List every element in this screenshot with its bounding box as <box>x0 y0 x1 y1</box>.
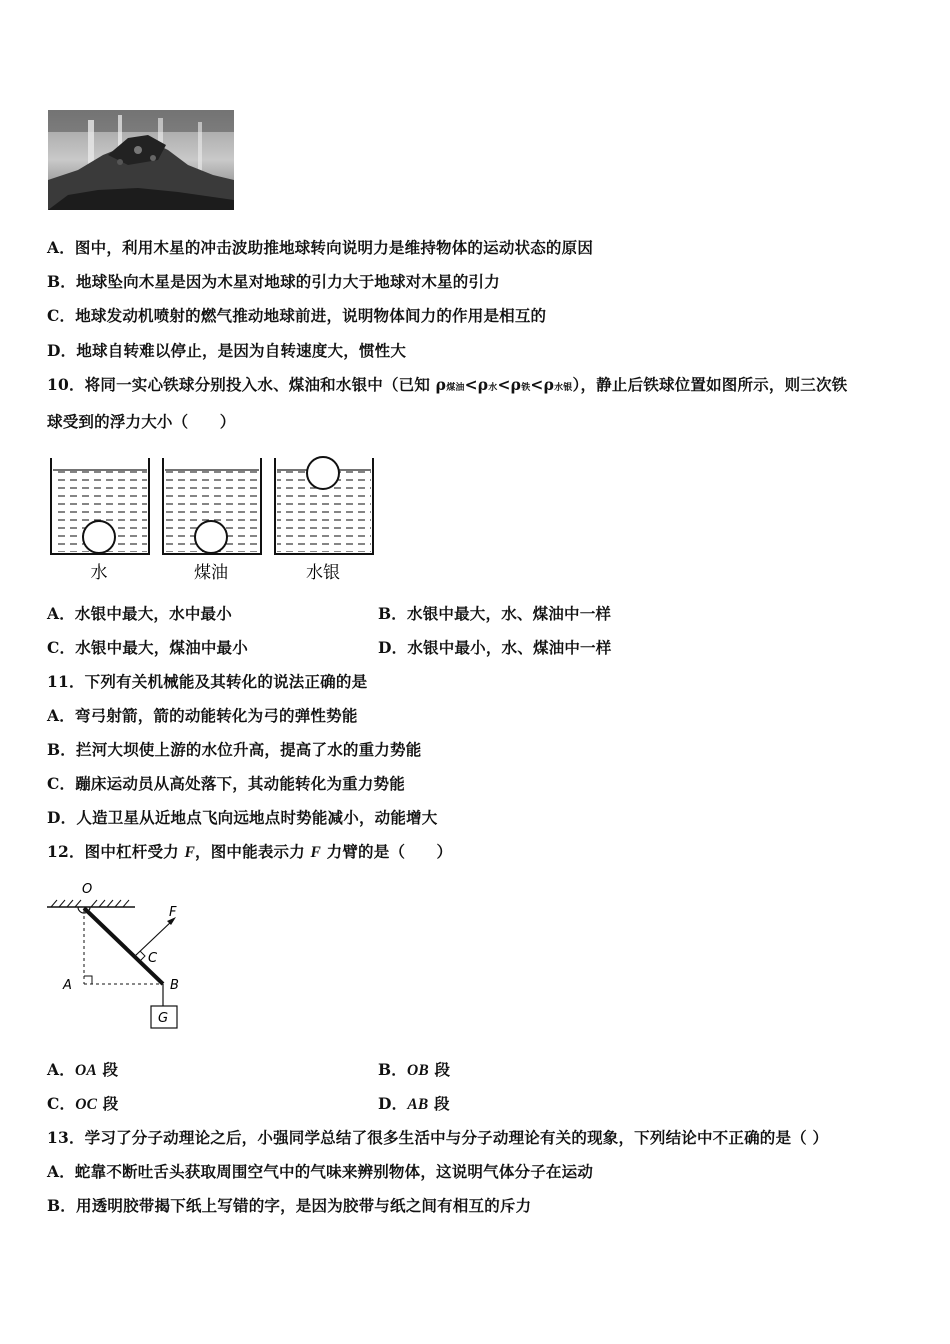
q10-sub-water: 水 <box>488 383 498 393</box>
lever-label-b: B <box>170 978 179 993</box>
q10-stem-line2: 球受到的浮力大小（ ） <box>47 412 236 431</box>
q10-sub-iron: 铁 <box>521 383 531 393</box>
q12-option-d <box>378 1092 450 1114</box>
q10-lt1: <ρ <box>464 375 489 394</box>
q11-stem: 11．下列有关机械能及其转化的说法正确的是 <box>47 672 368 691</box>
q12-option-a-seg: OA <box>74 1062 97 1079</box>
q11-option-c: C．蹦床运动员从高处落下，其动能转化为重力势能 <box>47 774 405 793</box>
q12-option-b-seg: OB <box>407 1062 429 1079</box>
q13-stem: 13．学习了分子动理论之后，小强同学总结了很多生活中与分子动理论有关的现象，下列结论中不正确的是（ ） <box>47 1128 829 1147</box>
lever-label-c: C <box>148 951 158 966</box>
q12-force-f1: F <box>184 844 196 861</box>
q12-option-a-letter: A． <box>47 1060 75 1079</box>
q11-option-b: B．拦河大坝使上游的水位升高，提高了水的重力势能 <box>47 740 422 759</box>
label-kerosene: 煤油 <box>194 563 228 583</box>
q9-option-b: B．地球坠向木星是因为木星对地球的引力大于地球对木星的引力 <box>47 272 500 291</box>
q12-option-b-letter: B． <box>378 1060 408 1079</box>
q12-stem-b: ，图中能表示力 <box>195 842 311 861</box>
lever-label-f: F <box>169 905 177 920</box>
q10-stem-part1: 10．将同一实心铁球分别投入水、煤油和水银中（已知 ρ <box>47 375 447 394</box>
q10-option-b: B．水银中最大，水、煤油中一样 <box>378 604 612 623</box>
q10-stem-line1 <box>47 373 847 395</box>
q10-option-a: A．水银中最大，水中最小 <box>47 604 232 623</box>
q12-option-d-seg: AB <box>407 1096 429 1113</box>
q10-option-c: C．水银中最大，煤油中最小 <box>47 638 248 657</box>
q9-option-c: C．地球发动机喷射的燃气推动地球前进，说明物体间力的作用是相互的 <box>47 306 547 325</box>
q10-sub-kerosene: 煤油 <box>446 383 465 393</box>
q9-movie-image <box>48 110 234 210</box>
q11-option-d: D．人造卫星从近地点飞向远地点时势能减小，动能增大 <box>47 808 438 827</box>
q13-option-a: A．蛇靠不断吐舌头获取周围空气中的气味来辨别物体，这说明气体分子在运动 <box>47 1162 594 1181</box>
lever-label-o: O <box>82 882 93 897</box>
q10-sub-mercury: 水银 <box>554 383 573 393</box>
q11-option-a: A．弯弓射箭，箭的动能转化为弓的弹性势能 <box>47 706 358 725</box>
q12-option-d-suffix: 段 <box>428 1094 450 1113</box>
beaker-mercury <box>275 457 373 554</box>
q13-option-b: B．用透明胶带揭下纸上写错的字，是因为胶带与纸之间有相互的斥力 <box>47 1196 532 1215</box>
q12-option-c-suffix: 段 <box>97 1094 119 1113</box>
q12-option-c-letter: C． <box>47 1094 76 1113</box>
q10-lt3: <ρ <box>530 375 555 394</box>
lever-label-g: G <box>158 1011 169 1026</box>
q12-option-b <box>378 1058 450 1080</box>
q10-stem-part2: ），静止后铁球位置如图所示，则三次铁 <box>572 375 848 394</box>
q12-option-c <box>47 1092 118 1114</box>
lever-label-a: A <box>63 978 72 993</box>
q12-option-c-seg: OC <box>75 1096 98 1113</box>
label-mercury: 水银 <box>306 563 340 583</box>
q12-option-a-suffix: 段 <box>96 1060 119 1079</box>
q12-option-b-suffix: 段 <box>428 1060 451 1079</box>
q9-option-d: D．地球自转难以停止，是因为自转速度大，惯性大 <box>47 341 407 360</box>
beaker-water <box>51 458 149 554</box>
q12-stem-c: 力臂的是（ ） <box>321 842 453 861</box>
beaker-kerosene <box>163 458 261 554</box>
q12-stem-a: 12．图中杠杆受力 <box>47 842 185 861</box>
q12-lever-figure <box>45 878 205 1038</box>
q10-option-d: D．水银中最小，水、煤油中一样 <box>378 638 612 657</box>
q12-option-a <box>47 1058 118 1080</box>
q9-option-a: A．图中，利用木星的冲击波助推地球转向说明力是维持物体的运动状态的原因 <box>47 238 594 257</box>
q10-lt2: <ρ <box>497 375 522 394</box>
label-water: 水 <box>90 563 108 583</box>
q12-option-d-letter: D． <box>378 1094 408 1113</box>
q12-force-f2: F <box>310 844 322 861</box>
q10-beakers-figure <box>45 452 380 587</box>
q12-stem <box>47 840 452 862</box>
